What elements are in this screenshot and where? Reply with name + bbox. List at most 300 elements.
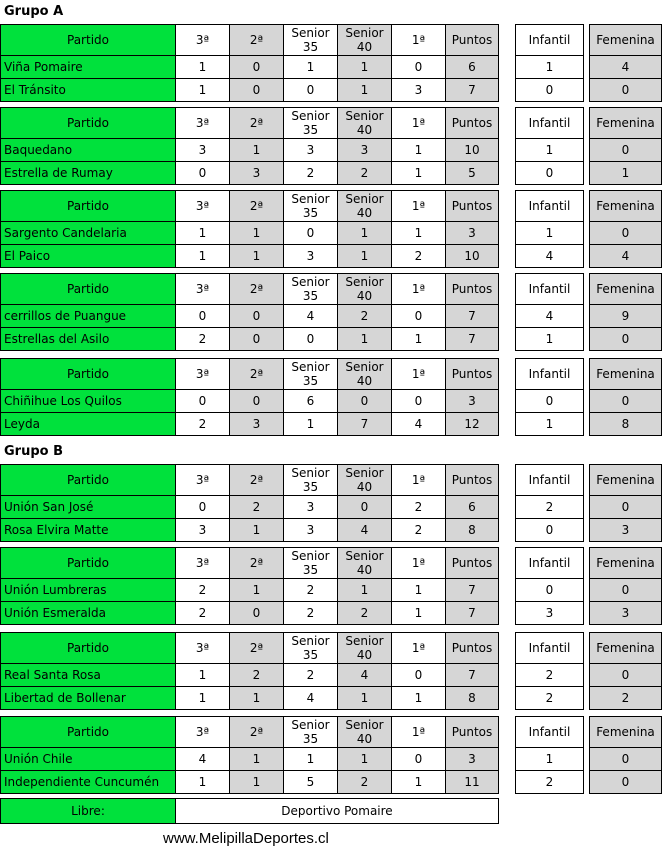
score-puntos: 7 <box>446 305 499 328</box>
score-senior35: 4 <box>284 305 338 328</box>
score-senior35: 4 <box>284 687 338 710</box>
side-row <box>516 579 662 602</box>
side-row <box>516 602 662 625</box>
score-femenina: 8 <box>590 413 662 436</box>
side-table <box>515 190 662 268</box>
score-senior35: 3 <box>284 496 338 519</box>
score-senior40: 1 <box>338 687 392 710</box>
score-segunda: 1 <box>230 579 284 602</box>
header-line: Senior <box>345 466 384 480</box>
score-senior40: 4 <box>338 664 392 687</box>
score-puntos: 7 <box>446 664 499 687</box>
table-row <box>1 664 499 687</box>
score-tercera: 1 <box>176 79 230 102</box>
side-row <box>516 222 662 245</box>
score-puntos: 6 <box>446 496 499 519</box>
header-senior40 <box>338 274 392 305</box>
score-femenina: 1 <box>590 162 662 185</box>
side-table <box>515 547 662 625</box>
header-row <box>1 359 499 390</box>
side-row <box>516 748 662 771</box>
score-senior35: 0 <box>284 328 338 351</box>
team-name: Unión San José <box>1 496 176 519</box>
table-row <box>1 413 499 436</box>
header-tercera: 3ª <box>176 108 230 139</box>
score-senior40: 2 <box>338 602 392 625</box>
team-name: Viña Pomaire <box>1 56 176 79</box>
header-senior40 <box>338 717 392 748</box>
score-puntos: 6 <box>446 56 499 79</box>
team-name: Unión Chile <box>1 748 176 771</box>
team-name: cerrillos de Puangue <box>1 305 176 328</box>
score-primera: 3 <box>392 79 446 102</box>
score-infantil: 0 <box>516 79 584 102</box>
header-infantil: Infantil <box>516 359 584 390</box>
side-row <box>516 305 662 328</box>
score-senior40: 4 <box>338 519 392 542</box>
score-senior35: 2 <box>284 664 338 687</box>
table-row <box>1 771 499 794</box>
match-table <box>0 547 499 625</box>
header-puntos: Puntos <box>446 633 499 664</box>
score-senior40: 1 <box>338 245 392 268</box>
score-puntos: 7 <box>446 579 499 602</box>
score-infantil: 2 <box>516 496 584 519</box>
score-femenina: 4 <box>590 56 662 79</box>
header-partido: Partido <box>1 633 176 664</box>
libre-team: Deportivo Pomaire <box>176 799 499 824</box>
header-partido: Partido <box>1 108 176 139</box>
score-senior40: 7 <box>338 413 392 436</box>
header-senior35 <box>284 465 338 496</box>
score-infantil: 2 <box>516 771 584 794</box>
score-femenina: 3 <box>590 602 662 625</box>
score-primera: 1 <box>392 222 446 245</box>
header-partido: Partido <box>1 359 176 390</box>
table-row <box>1 245 499 268</box>
header-infantil: Infantil <box>516 108 584 139</box>
header-infantil: Infantil <box>516 191 584 222</box>
team-name: Unión Lumbreras <box>1 579 176 602</box>
header-puntos: Puntos <box>446 108 499 139</box>
score-infantil: 4 <box>516 245 584 268</box>
match-table <box>0 464 499 542</box>
match-table <box>0 107 499 185</box>
score-femenina: 3 <box>590 519 662 542</box>
score-infantil: 1 <box>516 328 584 351</box>
header-row <box>1 108 499 139</box>
score-senior35: 0 <box>284 79 338 102</box>
score-tercera: 1 <box>176 664 230 687</box>
header-femenina: Femenina <box>590 274 662 305</box>
header-line: Senior <box>345 360 384 374</box>
score-tercera: 0 <box>176 496 230 519</box>
table-row <box>1 162 499 185</box>
score-puntos: 7 <box>446 79 499 102</box>
team-name: Chiñihue Los Quilos <box>1 390 176 413</box>
header-row <box>1 191 499 222</box>
header-segunda: 2ª <box>230 717 284 748</box>
score-puntos: 12 <box>446 413 499 436</box>
header-tercera: 3ª <box>176 717 230 748</box>
score-femenina: 0 <box>590 390 662 413</box>
score-segunda: 0 <box>230 305 284 328</box>
header-partido: Partido <box>1 717 176 748</box>
header-tercera: 3ª <box>176 548 230 579</box>
header-puntos: Puntos <box>446 548 499 579</box>
header-line: 40 <box>356 648 373 662</box>
score-tercera: 1 <box>176 222 230 245</box>
score-primera: 1 <box>392 579 446 602</box>
header-partido: Partido <box>1 548 176 579</box>
score-tercera: 3 <box>176 139 230 162</box>
score-segunda: 2 <box>230 496 284 519</box>
score-segunda: 2 <box>230 664 284 687</box>
score-primera: 0 <box>392 390 446 413</box>
side-row <box>516 413 662 436</box>
header-segunda: 2ª <box>230 548 284 579</box>
score-primera: 1 <box>392 687 446 710</box>
header-femenina: Femenina <box>590 465 662 496</box>
side-header-row <box>516 108 662 139</box>
side-row <box>516 56 662 79</box>
score-primera: 0 <box>392 56 446 79</box>
side-row <box>516 245 662 268</box>
score-senior35: 1 <box>284 748 338 771</box>
libre-table <box>0 798 499 824</box>
side-table <box>515 358 662 436</box>
score-infantil: 0 <box>516 162 584 185</box>
header-line: Senior <box>291 109 330 123</box>
score-segunda: 1 <box>230 245 284 268</box>
score-primera: 1 <box>392 328 446 351</box>
header-line: 35 <box>302 40 319 54</box>
header-line: Senior <box>345 109 384 123</box>
header-puntos: Puntos <box>446 274 499 305</box>
header-line: Senior <box>291 192 330 206</box>
header-primera: 1ª <box>392 108 446 139</box>
side-table <box>515 107 662 185</box>
score-senior40: 1 <box>338 222 392 245</box>
score-femenina: 0 <box>590 579 662 602</box>
header-line: 35 <box>302 123 319 137</box>
side-header-row <box>516 25 662 56</box>
header-tercera: 3ª <box>176 359 230 390</box>
score-segunda: 1 <box>230 519 284 542</box>
header-line: 35 <box>302 563 319 577</box>
header-row <box>1 25 499 56</box>
header-senior35 <box>284 108 338 139</box>
table-row <box>1 687 499 710</box>
score-senior40: 0 <box>338 496 392 519</box>
match-table <box>0 24 499 102</box>
header-line: Senior <box>345 549 384 563</box>
side-header-row <box>516 191 662 222</box>
table-row <box>1 602 499 625</box>
header-primera: 1ª <box>392 465 446 496</box>
team-name: Unión Esmeralda <box>1 602 176 625</box>
team-name: Leyda <box>1 413 176 436</box>
header-femenina: Femenina <box>590 191 662 222</box>
table-row <box>1 222 499 245</box>
header-senior35 <box>284 25 338 56</box>
score-primera: 1 <box>392 162 446 185</box>
score-segunda: 0 <box>230 56 284 79</box>
score-tercera: 4 <box>176 748 230 771</box>
header-senior35 <box>284 717 338 748</box>
header-tercera: 3ª <box>176 633 230 664</box>
header-line: 35 <box>302 648 319 662</box>
group-title: Grupo B <box>4 444 64 459</box>
header-line: Senior <box>345 26 384 40</box>
score-primera: 2 <box>392 496 446 519</box>
header-segunda: 2ª <box>230 25 284 56</box>
side-row <box>516 664 662 687</box>
header-senior40 <box>338 548 392 579</box>
score-primera: 0 <box>392 664 446 687</box>
header-line: Senior <box>291 718 330 732</box>
score-senior35: 1 <box>284 413 338 436</box>
score-tercera: 0 <box>176 305 230 328</box>
header-tercera: 3ª <box>176 191 230 222</box>
score-segunda: 1 <box>230 222 284 245</box>
side-table <box>515 716 662 794</box>
side-row <box>516 771 662 794</box>
score-segunda: 0 <box>230 390 284 413</box>
header-line: 40 <box>356 123 373 137</box>
libre-label: Libre: <box>1 799 176 824</box>
header-row <box>1 274 499 305</box>
score-puntos: 10 <box>446 245 499 268</box>
score-senior40: 2 <box>338 771 392 794</box>
side-table <box>515 24 662 102</box>
header-segunda: 2ª <box>230 359 284 390</box>
header-senior35 <box>284 633 338 664</box>
header-partido: Partido <box>1 465 176 496</box>
side-row <box>516 79 662 102</box>
header-line: 40 <box>356 480 373 494</box>
match-table <box>0 358 499 436</box>
score-tercera: 2 <box>176 328 230 351</box>
score-senior40: 1 <box>338 56 392 79</box>
score-tercera: 3 <box>176 519 230 542</box>
team-name: Rosa Elvira Matte <box>1 519 176 542</box>
side-row <box>516 162 662 185</box>
side-row <box>516 328 662 351</box>
score-femenina: 0 <box>590 139 662 162</box>
score-primera: 2 <box>392 519 446 542</box>
score-tercera: 0 <box>176 390 230 413</box>
score-femenina: 0 <box>590 79 662 102</box>
side-header-row <box>516 274 662 305</box>
score-femenina: 4 <box>590 245 662 268</box>
header-infantil: Infantil <box>516 25 584 56</box>
score-segunda: 3 <box>230 162 284 185</box>
header-line: Senior <box>291 360 330 374</box>
score-femenina: 0 <box>590 748 662 771</box>
side-table <box>515 632 662 710</box>
side-header-row <box>516 359 662 390</box>
header-femenina: Femenina <box>590 548 662 579</box>
score-senior35: 2 <box>284 602 338 625</box>
score-senior40: 2 <box>338 162 392 185</box>
header-infantil: Infantil <box>516 274 584 305</box>
table-row <box>1 56 499 79</box>
score-senior35: 3 <box>284 519 338 542</box>
header-segunda: 2ª <box>230 274 284 305</box>
team-name: El Tránsito <box>1 79 176 102</box>
score-femenina: 0 <box>590 222 662 245</box>
score-femenina: 0 <box>590 328 662 351</box>
header-infantil: Infantil <box>516 633 584 664</box>
header-tercera: 3ª <box>176 25 230 56</box>
score-primera: 1 <box>392 771 446 794</box>
header-line: Senior <box>291 26 330 40</box>
header-line: 35 <box>302 289 319 303</box>
group-title: Grupo A <box>4 4 64 19</box>
header-tercera: 3ª <box>176 465 230 496</box>
team-name: Estrellas del Asilo <box>1 328 176 351</box>
header-line: Senior <box>345 192 384 206</box>
team-name: Independiente Cuncumén <box>1 771 176 794</box>
header-line: 35 <box>302 206 319 220</box>
header-segunda: 2ª <box>230 191 284 222</box>
table-row <box>1 79 499 102</box>
team-name: Libertad de Bollenar <box>1 687 176 710</box>
score-puntos: 8 <box>446 687 499 710</box>
header-line: Senior <box>291 549 330 563</box>
header-primera: 1ª <box>392 191 446 222</box>
score-primera: 2 <box>392 245 446 268</box>
score-segunda: 1 <box>230 139 284 162</box>
score-infantil: 1 <box>516 748 584 771</box>
side-row <box>516 390 662 413</box>
header-row <box>1 633 499 664</box>
team-name: Real Santa Rosa <box>1 664 176 687</box>
score-senior35: 2 <box>284 162 338 185</box>
score-segunda: 0 <box>230 79 284 102</box>
header-femenina: Femenina <box>590 108 662 139</box>
score-primera: 1 <box>392 139 446 162</box>
header-senior35 <box>284 191 338 222</box>
score-senior40: 1 <box>338 328 392 351</box>
score-senior35: 1 <box>284 56 338 79</box>
match-table <box>0 632 499 710</box>
header-partido: Partido <box>1 191 176 222</box>
score-segunda: 1 <box>230 687 284 710</box>
side-row <box>516 687 662 710</box>
score-infantil: 1 <box>516 222 584 245</box>
header-puntos: Puntos <box>446 191 499 222</box>
header-senior40 <box>338 191 392 222</box>
table-row <box>1 579 499 602</box>
score-senior35: 3 <box>284 139 338 162</box>
header-puntos: Puntos <box>446 465 499 496</box>
score-senior40: 2 <box>338 305 392 328</box>
score-tercera: 2 <box>176 413 230 436</box>
score-puntos: 5 <box>446 162 499 185</box>
score-infantil: 0 <box>516 519 584 542</box>
header-primera: 1ª <box>392 717 446 748</box>
score-infantil: 3 <box>516 602 584 625</box>
header-line: 40 <box>356 206 373 220</box>
header-senior35 <box>284 548 338 579</box>
table-row <box>1 748 499 771</box>
score-puntos: 3 <box>446 222 499 245</box>
score-femenina: 0 <box>590 664 662 687</box>
header-line: Senior <box>291 275 330 289</box>
score-tercera: 2 <box>176 602 230 625</box>
header-line: 35 <box>302 732 319 746</box>
side-row <box>516 496 662 519</box>
header-line: 35 <box>302 480 319 494</box>
score-tercera: 1 <box>176 687 230 710</box>
header-senior40 <box>338 465 392 496</box>
score-infantil: 1 <box>516 56 584 79</box>
header-line: 40 <box>356 732 373 746</box>
score-infantil: 2 <box>516 687 584 710</box>
score-tercera: 0 <box>176 162 230 185</box>
header-infantil: Infantil <box>516 465 584 496</box>
header-line: Senior <box>345 718 384 732</box>
header-senior40 <box>338 25 392 56</box>
header-puntos: Puntos <box>446 717 499 748</box>
side-row <box>516 139 662 162</box>
header-row <box>1 548 499 579</box>
header-partido: Partido <box>1 25 176 56</box>
header-line: Senior <box>345 634 384 648</box>
header-line: Senior <box>345 275 384 289</box>
score-senior40: 0 <box>338 390 392 413</box>
header-infantil: Infantil <box>516 717 584 748</box>
score-primera: 1 <box>392 602 446 625</box>
header-femenina: Femenina <box>590 633 662 664</box>
header-primera: 1ª <box>392 25 446 56</box>
match-table <box>0 190 499 268</box>
score-segunda: 0 <box>230 602 284 625</box>
header-tercera: 3ª <box>176 274 230 305</box>
header-primera: 1ª <box>392 633 446 664</box>
header-senior40 <box>338 633 392 664</box>
score-infantil: 2 <box>516 664 584 687</box>
score-puntos: 3 <box>446 390 499 413</box>
table-row <box>1 496 499 519</box>
score-puntos: 3 <box>446 748 499 771</box>
score-senior40: 1 <box>338 579 392 602</box>
score-senior35: 6 <box>284 390 338 413</box>
header-senior35 <box>284 359 338 390</box>
score-senior35: 3 <box>284 245 338 268</box>
score-primera: 4 <box>392 413 446 436</box>
header-primera: 1ª <box>392 274 446 305</box>
header-infantil: Infantil <box>516 548 584 579</box>
side-table <box>515 273 662 351</box>
header-segunda: 2ª <box>230 108 284 139</box>
score-puntos: 10 <box>446 139 499 162</box>
table-row <box>1 139 499 162</box>
header-line: 40 <box>356 40 373 54</box>
score-senior35: 0 <box>284 222 338 245</box>
header-senior40 <box>338 359 392 390</box>
header-partido: Partido <box>1 274 176 305</box>
header-senior40 <box>338 108 392 139</box>
header-segunda: 2ª <box>230 465 284 496</box>
match-table <box>0 716 499 794</box>
score-segunda: 0 <box>230 328 284 351</box>
header-primera: 1ª <box>392 359 446 390</box>
team-name: Sargento Candelaria <box>1 222 176 245</box>
score-femenina: 0 <box>590 771 662 794</box>
